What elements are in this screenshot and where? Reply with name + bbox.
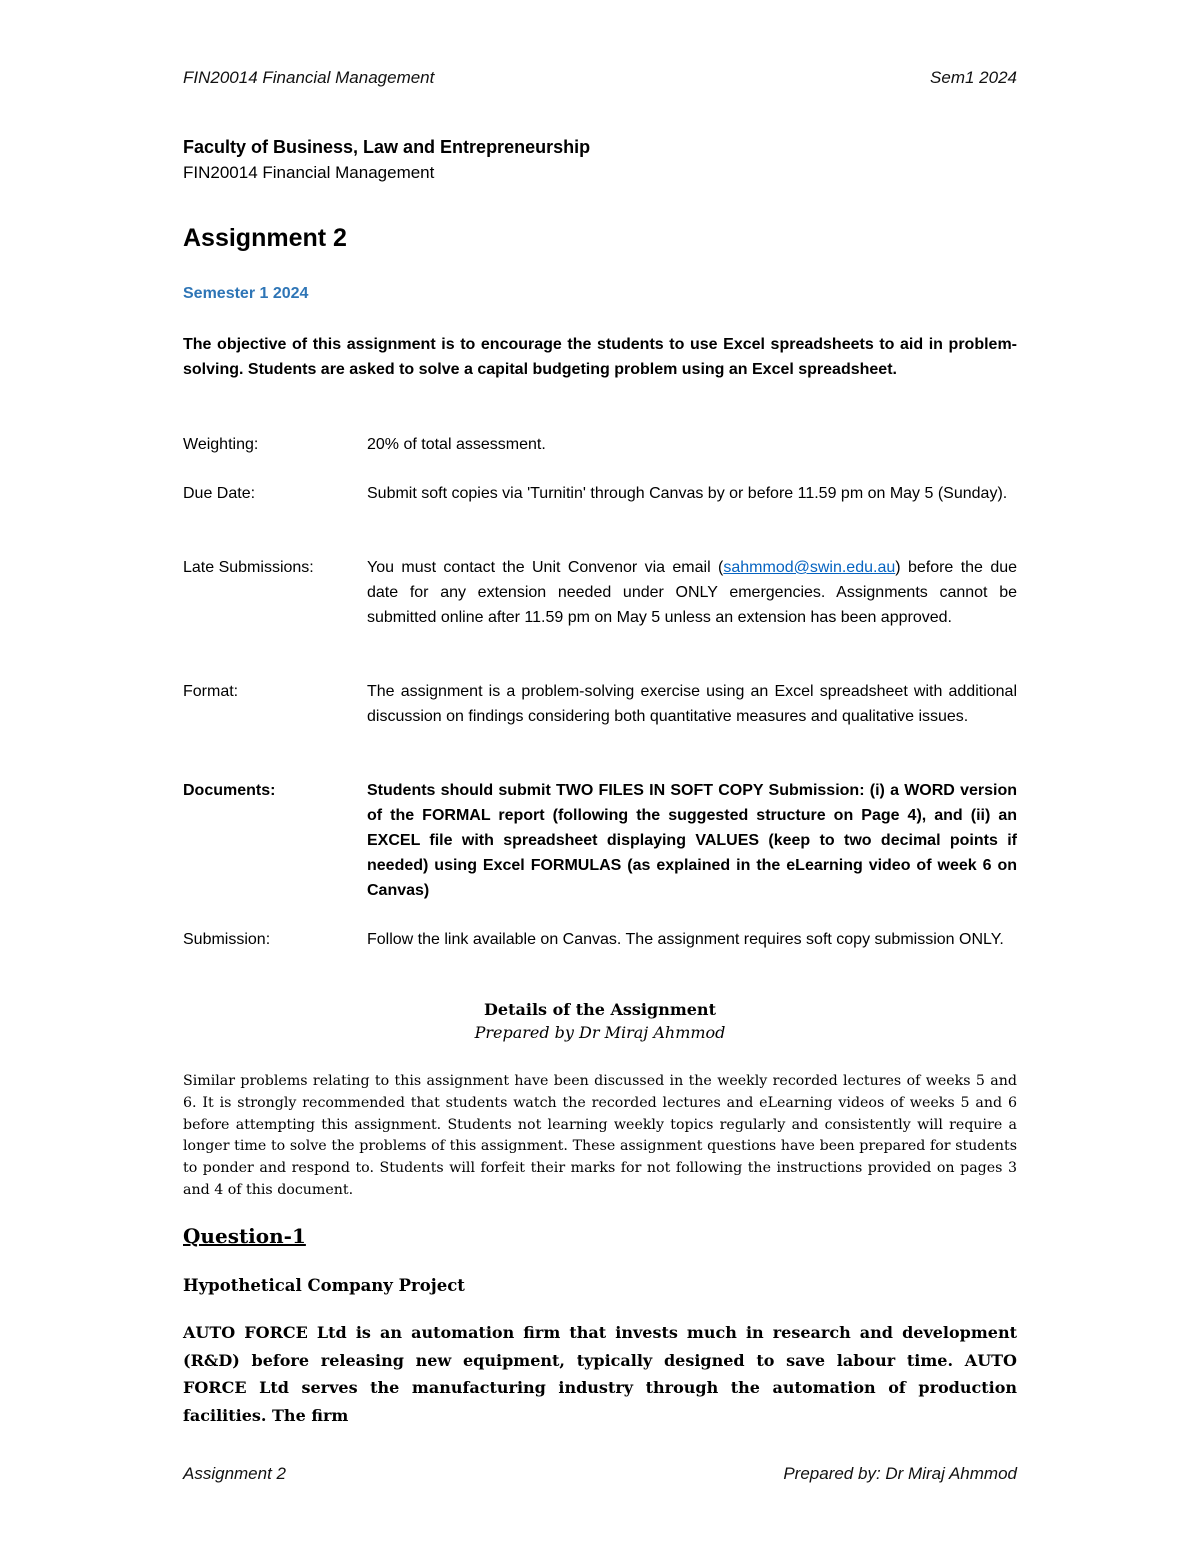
objective-paragraph: The objective of this assignment is to encourage the students to use Excel spreadsheets to aid in problem-solving. Students are asked to solve a capital budgeting problem using an Excel spreadsheet. xyxy=(183,336,1017,378)
page-footer xyxy=(183,1464,1017,1484)
late-text-pre: You must contact the Unit Convenor via email ( xyxy=(367,559,724,576)
footer-author: Prepared by: Dr Miraj Ahmmod xyxy=(783,1464,1017,1483)
info-value: The assignment is a problem-solving exercise using an Excel spreadsheet with additional discussion on findings considering both quantitative measures and qualitative issues. xyxy=(367,683,1017,725)
info-label: Due Date: xyxy=(183,485,256,502)
question-subheading: Hypothetical Company Project xyxy=(183,1276,465,1295)
question-heading: Question-1 xyxy=(183,1224,306,1248)
info-label: Late Submissions: xyxy=(183,559,314,576)
details-author: Prepared by Dr Miraj Ahmmod xyxy=(474,1023,726,1042)
details-paragraph: Similar problems relating to this assignment have been discussed in the weekly recorded lectures of weeks 5 and 6. It is strongly recommended that students watch the recorded lectures and eLearning videos of weeks 5 and 6 before attempting this assignment. Students not learning weekly topics regularly and consistently will require a longer time to solve the problems of this assignment. These assignment questions have been prepared for students to ponder and respond to. Students will forfeit their marks for not following the instructions provided on pages 3 and 4 of this document. xyxy=(183,1073,1017,1198)
header-semester: Sem1 2024 xyxy=(930,68,1017,87)
info-label: Format: xyxy=(183,683,239,700)
faculty-name: Faculty of Business, Law and Entrepreneurship xyxy=(183,137,591,157)
late-text-post: ) before the due date for any extension needed under ONLY emergencies. Assignments cannot be submitted online after 11.59 pm on May 5 unless an extension has been approved. xyxy=(367,559,1018,626)
info-value: Submit soft copies via 'Turnitin' through Canvas by or before 11.59 pm on May 5 (Sunday). xyxy=(367,485,1008,502)
header-course: FIN20014 Financial Management xyxy=(183,68,435,87)
info-value: 20% of total assessment. xyxy=(367,436,546,453)
info-label: Submission: xyxy=(183,931,271,948)
question-paragraph: AUTO FORCE Ltd is an automation firm that invests much in research and development (R&D) before releasing new equipment, typically designed to save labour time. AUTO FORCE Ltd serves the manufacturing industry through the automation of production facilities. The firm xyxy=(183,1323,1017,1425)
info-value: Follow the link available on Canvas. The assignment requires soft copy submission ONLY. xyxy=(367,931,1004,948)
info-value: Students should submit TWO FILES IN SOFT COPY Submission: (i) a WORD version of the FORMAL report (following the suggested structure on Page 4), and (ii) an EXCEL file with spreadsheet displaying VALUES (keep to two decimal points if needed) using Excel FORMULAS (as explained in the eLearning video of week 6 on Canvas) xyxy=(367,782,1017,899)
document-title: Assignment 2 xyxy=(183,224,347,252)
page-header xyxy=(183,68,1017,88)
unit-name: FIN20014 Financial Management xyxy=(183,163,435,182)
info-value xyxy=(367,555,1017,630)
info-label: Weighting: xyxy=(183,436,259,453)
semester-label: Semester 1 2024 xyxy=(183,285,309,302)
details-heading: Details of the Assignment xyxy=(484,1000,716,1019)
footer-title: Assignment 2 xyxy=(183,1464,286,1483)
info-label: Documents: xyxy=(183,782,276,799)
email-link[interactable]: sahmmod@swin.edu.au xyxy=(723,559,896,576)
